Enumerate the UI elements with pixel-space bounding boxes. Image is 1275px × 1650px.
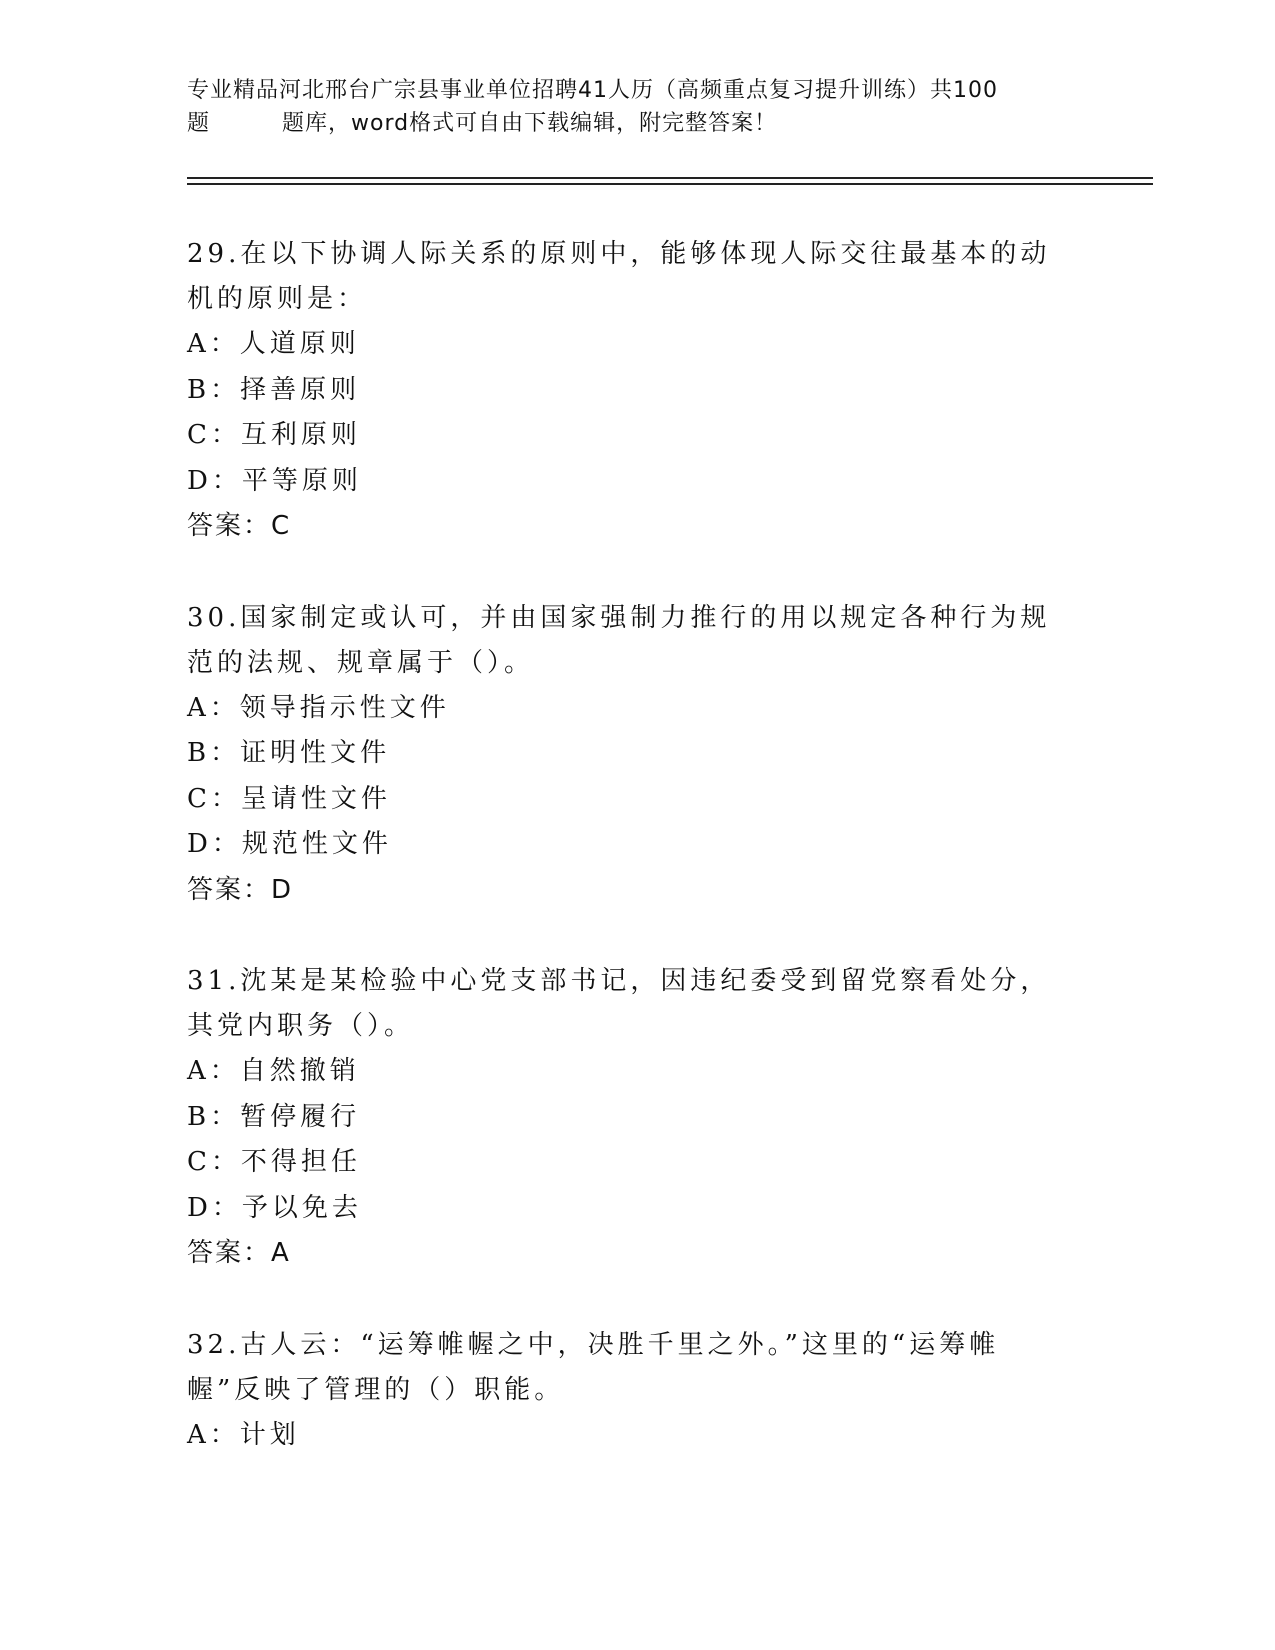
question-32 xyxy=(187,1323,1087,1459)
option-d: D：规范性文件 xyxy=(187,829,392,859)
question-text: 29.在以下协调人际关系的原则中，能够体现人际交往最基本的动机的原则是： xyxy=(187,239,1051,314)
option-b: B：证明性文件 xyxy=(187,738,391,768)
header-title-line-1: 专业精品河北邢台广宗县事业单位招聘41人历（高频重点复习提升训练）共100 xyxy=(187,78,998,103)
answer-line: 答案：C xyxy=(187,511,292,541)
option-a: A：人道原则 xyxy=(187,329,360,359)
option-d: D：予以免去 xyxy=(187,1192,362,1223)
question-text: 30.国家制定或认可，并由国家强制力推行的用以规定各种行为规范的法规、规章属于（）。 xyxy=(187,602,1051,678)
option-c: C：互利原则 xyxy=(187,420,361,450)
option-b: B：暂停履行 xyxy=(187,1101,361,1132)
question-31 xyxy=(187,959,1087,1277)
option-d: D：平等原则 xyxy=(187,465,362,496)
answer-line: 答案：D xyxy=(187,874,294,905)
option-a: A：领导指示性文件 xyxy=(187,692,450,723)
question-29 xyxy=(187,232,1087,550)
option-c: C：不得担任 xyxy=(187,1147,361,1177)
header-title-line-2 xyxy=(187,107,1087,140)
header-line-2-start: 题 xyxy=(187,111,211,136)
question-spacer xyxy=(187,913,1087,959)
question-spacer xyxy=(187,1277,1087,1323)
option-c: C：呈请性文件 xyxy=(187,783,391,814)
question-text: 32.古人云：“运筹帷幄之中，决胜千里之外。”这里的“运筹帷幄”反映了管理的（）职能。 xyxy=(187,1329,1000,1405)
answer-line: 答案：A xyxy=(187,1238,291,1268)
header-divider-top xyxy=(187,177,1153,179)
header-divider-bottom xyxy=(187,183,1153,185)
header-line-2-end: 题库，word格式可自由下载编辑，附完整答案！ xyxy=(282,111,778,136)
question-text: 31.沈某是某检验中心党支部书记，因违纪委受到留党察看处分，其党内职务（）。 xyxy=(187,966,1051,1041)
page-header xyxy=(187,74,1087,140)
question-list xyxy=(187,232,1087,1458)
question-30 xyxy=(187,596,1087,914)
option-a: A：计划 xyxy=(187,1419,300,1450)
option-a: A：自然撤销 xyxy=(187,1056,360,1086)
question-spacer xyxy=(187,550,1087,596)
option-b: B：择善原则 xyxy=(187,374,361,405)
